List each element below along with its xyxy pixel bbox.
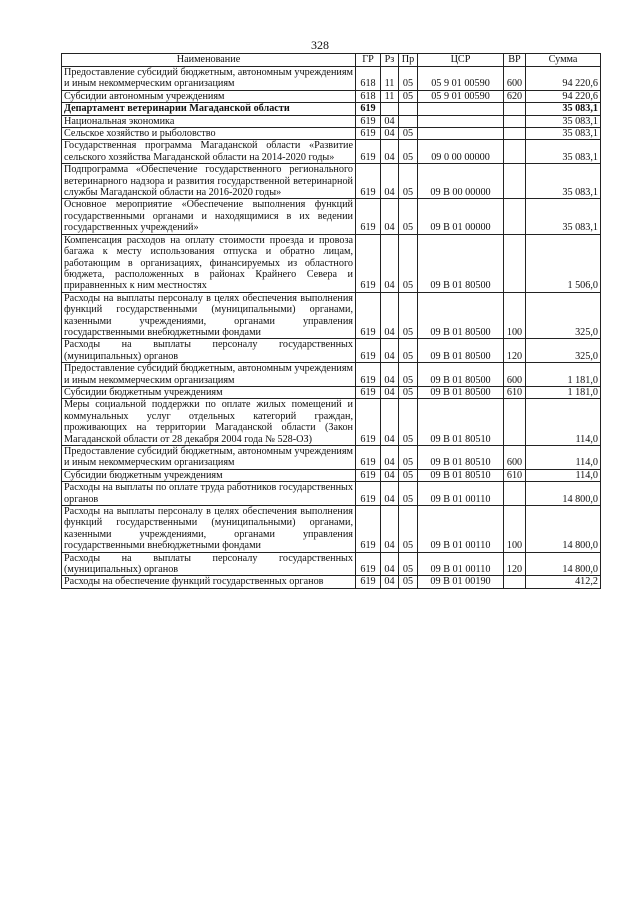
cell-gr: 619	[356, 199, 381, 234]
cell-rz: 04	[381, 446, 399, 470]
cell-name: Расходы на обеспечение функций государственных органов	[62, 576, 356, 588]
cell-csr: 09 В 01 00000	[418, 199, 504, 234]
cell-pr: 05	[399, 199, 418, 234]
cell-rz: 04	[381, 576, 399, 588]
cell-sum: 114,0	[526, 399, 601, 446]
cell-csr: 09 В 01 00110	[418, 482, 504, 506]
cell-rz: 04	[381, 399, 399, 446]
cell-gr: 619	[356, 234, 381, 292]
table-row	[62, 386, 601, 398]
table-row	[62, 115, 601, 127]
cell-name: Департамент ветеринарии Магаданской области	[62, 103, 356, 115]
table-row	[62, 292, 601, 339]
cell-rz: 04	[381, 363, 399, 387]
cell-rz: 04	[381, 292, 399, 339]
cell-vr	[504, 164, 526, 199]
cell-csr: 09 В 01 00110	[418, 506, 504, 553]
table-row	[62, 482, 601, 506]
cell-rz: 04	[381, 506, 399, 553]
cell-vr	[504, 399, 526, 446]
table-row	[62, 469, 601, 481]
cell-vr: 600	[504, 67, 526, 91]
cell-gr: 619	[356, 164, 381, 199]
cell-csr: 09 В 00 00000	[418, 164, 504, 199]
cell-rz: 04	[381, 469, 399, 481]
header-name: Наименование	[62, 54, 356, 67]
cell-csr: 09 В 01 80500	[418, 386, 504, 398]
cell-vr: 620	[504, 90, 526, 102]
cell-name: Предоставление субсидий бюджетным, автономным учреждениям и иным некоммерческим организациям	[62, 67, 356, 91]
cell-gr: 619	[356, 446, 381, 470]
cell-name: Компенсация расходов на оплату стоимости проезда и провоза багажа к месту использования отпуска и обратно лицам, работающим в организациях, финансируемых из областного бюджета, расположенных в районах Крайнего Севера и приравненных к ним местностях	[62, 234, 356, 292]
header-vr: ВР	[504, 54, 526, 67]
table-row	[62, 339, 601, 363]
cell-gr: 618	[356, 67, 381, 91]
cell-vr	[504, 482, 526, 506]
cell-pr	[399, 103, 418, 115]
header-gr: ГР	[356, 54, 381, 67]
cell-rz: 04	[381, 234, 399, 292]
cell-rz: 11	[381, 67, 399, 91]
cell-vr	[504, 115, 526, 127]
cell-gr: 619	[356, 552, 381, 576]
cell-vr: 600	[504, 446, 526, 470]
header-csr: ЦСР	[418, 54, 504, 67]
header-rz: Рз	[381, 54, 399, 67]
cell-sum: 114,0	[526, 446, 601, 470]
cell-sum: 14 800,0	[526, 482, 601, 506]
cell-gr: 619	[356, 339, 381, 363]
cell-csr: 09 0 00 00000	[418, 140, 504, 164]
cell-pr	[399, 115, 418, 127]
page-number: 328	[311, 38, 329, 52]
cell-csr	[418, 115, 504, 127]
cell-sum: 35 083,1	[526, 115, 601, 127]
cell-sum: 35 083,1	[526, 199, 601, 234]
cell-name: Субсидии бюджетным учреждениям	[62, 469, 356, 481]
budget-table	[61, 53, 601, 589]
cell-gr: 619	[356, 482, 381, 506]
table-row	[62, 90, 601, 102]
cell-sum: 14 800,0	[526, 552, 601, 576]
cell-vr: 100	[504, 506, 526, 553]
table-row	[62, 128, 601, 140]
cell-sum: 1 181,0	[526, 386, 601, 398]
cell-sum: 1 506,0	[526, 234, 601, 292]
cell-pr: 05	[399, 90, 418, 102]
table-row	[62, 234, 601, 292]
table-row	[62, 103, 601, 115]
header-row	[62, 54, 601, 67]
table-row	[62, 506, 601, 553]
cell-vr	[504, 576, 526, 588]
cell-pr: 05	[399, 482, 418, 506]
cell-csr: 09 В 01 80510	[418, 446, 504, 470]
cell-sum: 1 181,0	[526, 363, 601, 387]
table-row	[62, 199, 601, 234]
cell-sum: 35 083,1	[526, 128, 601, 140]
cell-pr: 05	[399, 363, 418, 387]
cell-gr: 619	[356, 128, 381, 140]
cell-csr: 09 В 01 80500	[418, 339, 504, 363]
cell-name: Субсидии автономным учреждениям	[62, 90, 356, 102]
cell-gr: 619	[356, 363, 381, 387]
cell-name: Расходы на выплаты персоналу государственных (муниципальных) органов	[62, 339, 356, 363]
cell-csr: 05 9 01 00590	[418, 90, 504, 102]
cell-vr: 600	[504, 363, 526, 387]
cell-name: Расходы на выплаты персоналу в целях обеспечения выполнения функций государственными (муниципальными) органами, казенными учреждениями, органами управления государственными внебюджетными фондами	[62, 506, 356, 553]
cell-csr: 09 В 01 80500	[418, 363, 504, 387]
cell-sum: 35 083,1	[526, 164, 601, 199]
cell-csr: 09 В 01 00190	[418, 576, 504, 588]
cell-vr	[504, 128, 526, 140]
cell-sum: 412,2	[526, 576, 601, 588]
cell-rz: 04	[381, 115, 399, 127]
cell-pr: 05	[399, 339, 418, 363]
cell-pr: 05	[399, 576, 418, 588]
cell-gr: 619	[356, 115, 381, 127]
cell-pr: 05	[399, 399, 418, 446]
cell-pr: 05	[399, 140, 418, 164]
cell-name: Расходы на выплаты по оплате труда работников государственных органов	[62, 482, 356, 506]
cell-rz: 04	[381, 552, 399, 576]
cell-gr: 619	[356, 506, 381, 553]
cell-name: Национальная экономика	[62, 115, 356, 127]
cell-gr: 619	[356, 140, 381, 164]
table-row	[62, 363, 601, 387]
cell-vr: 120	[504, 552, 526, 576]
cell-pr: 05	[399, 506, 418, 553]
cell-gr: 619	[356, 469, 381, 481]
cell-pr: 05	[399, 67, 418, 91]
cell-gr: 619	[356, 292, 381, 339]
table-row	[62, 140, 601, 164]
table-row	[62, 446, 601, 470]
cell-sum: 325,0	[526, 292, 601, 339]
cell-rz: 04	[381, 199, 399, 234]
cell-rz: 04	[381, 140, 399, 164]
cell-gr: 618	[356, 90, 381, 102]
cell-vr	[504, 140, 526, 164]
cell-sum: 35 083,1	[526, 140, 601, 164]
cell-pr: 05	[399, 469, 418, 481]
cell-vr: 610	[504, 386, 526, 398]
cell-vr	[504, 234, 526, 292]
cell-pr: 05	[399, 446, 418, 470]
table-header	[62, 54, 601, 67]
cell-sum: 14 800,0	[526, 506, 601, 553]
cell-gr: 619	[356, 103, 381, 115]
cell-name: Государственная программа Магаданской области «Развитие сельского хозяйства Магаданской области на 2014-2020 годы»	[62, 140, 356, 164]
cell-csr: 09 В 01 80510	[418, 469, 504, 481]
cell-name: Расходы на выплаты персоналу государственных (муниципальных) органов	[62, 552, 356, 576]
cell-csr: 05 9 01 00590	[418, 67, 504, 91]
cell-pr: 05	[399, 128, 418, 140]
cell-vr: 120	[504, 339, 526, 363]
cell-csr: 09 В 01 80510	[418, 399, 504, 446]
cell-gr: 619	[356, 386, 381, 398]
table-row	[62, 399, 601, 446]
cell-vr: 100	[504, 292, 526, 339]
cell-sum: 94 220,6	[526, 67, 601, 91]
table-row	[62, 67, 601, 91]
cell-sum: 35 083,1	[526, 103, 601, 115]
cell-name: Предоставление субсидий бюджетным, автономным учреждениям и иным некоммерческим организациям	[62, 363, 356, 387]
cell-rz: 04	[381, 339, 399, 363]
header-sum: Сумма	[526, 54, 601, 67]
cell-sum: 114,0	[526, 469, 601, 481]
cell-pr: 05	[399, 386, 418, 398]
cell-pr: 05	[399, 234, 418, 292]
table-row	[62, 576, 601, 588]
cell-csr: 09 В 01 00110	[418, 552, 504, 576]
cell-rz: 04	[381, 482, 399, 506]
cell-rz: 04	[381, 128, 399, 140]
cell-rz	[381, 103, 399, 115]
cell-vr: 610	[504, 469, 526, 481]
cell-csr	[418, 128, 504, 140]
cell-name: Меры социальной поддержки по оплате жилых помещений и коммунальных услуг отдельных категорий граждан, проживающих на территории Магаданской области (Закон Магаданской области от 28 декабря 2004 года № 528-ОЗ)	[62, 399, 356, 446]
cell-csr: 09 В 01 80500	[418, 234, 504, 292]
cell-pr: 05	[399, 164, 418, 199]
cell-gr: 619	[356, 399, 381, 446]
cell-name: Субсидии бюджетным учреждениям	[62, 386, 356, 398]
cell-rz: 04	[381, 164, 399, 199]
cell-rz: 04	[381, 386, 399, 398]
cell-csr: 09 В 01 80500	[418, 292, 504, 339]
cell-sum: 94 220,6	[526, 90, 601, 102]
cell-pr: 05	[399, 552, 418, 576]
table-body	[62, 67, 601, 589]
cell-name: Предоставление субсидий бюджетным, автономным учреждениям и иным некоммерческим организациям	[62, 446, 356, 470]
cell-csr	[418, 103, 504, 115]
cell-name: Подпрограмма «Обеспечение государственного регионального ветеринарного надзора и развития государственной ветеринарной службы Магаданской области на 2016-2020 годы»	[62, 164, 356, 199]
cell-gr: 619	[356, 576, 381, 588]
cell-vr	[504, 103, 526, 115]
cell-name: Расходы на выплаты персоналу в целях обеспечения выполнения функций государственными (муниципальными) органами, казенными учреждениями, органами управления государственными внебюджетными фондами	[62, 292, 356, 339]
cell-vr	[504, 199, 526, 234]
table-row	[62, 164, 601, 199]
cell-pr: 05	[399, 292, 418, 339]
header-pr: Пр	[399, 54, 418, 67]
cell-name: Основное мероприятие «Обеспечение выполнения функций государственными органами и находящимися в их ведении государственных учреждений»	[62, 199, 356, 234]
cell-sum: 325,0	[526, 339, 601, 363]
table-row	[62, 552, 601, 576]
cell-name: Сельское хозяйство и рыболовство	[62, 128, 356, 140]
cell-rz: 11	[381, 90, 399, 102]
